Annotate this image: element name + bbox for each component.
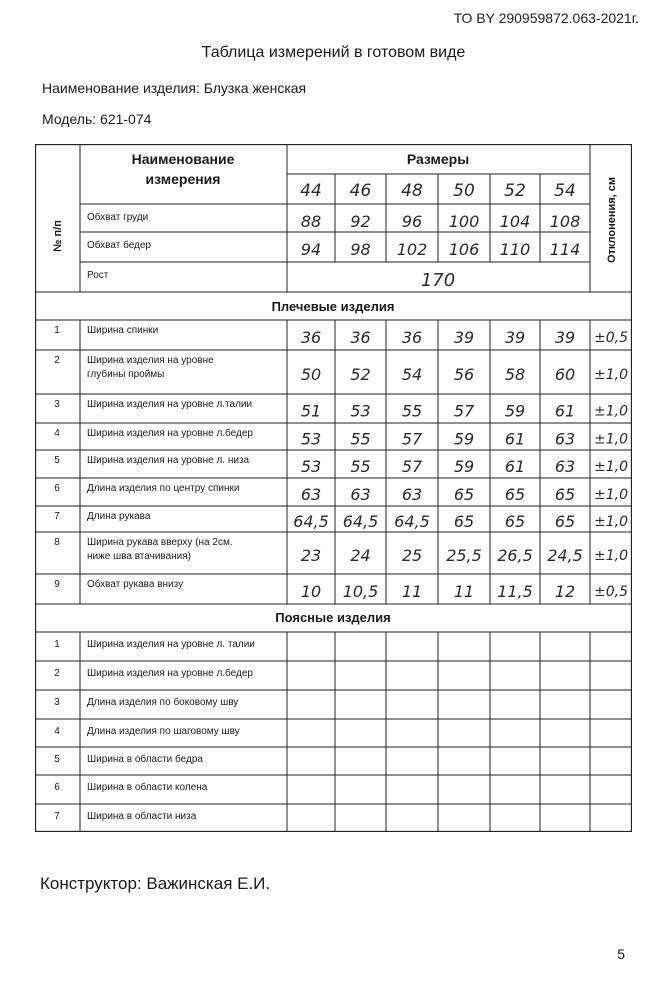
row-number: 4 [54,726,60,737]
row-number: 2 [54,355,60,366]
tolerance-value: ±1,0 [594,487,628,503]
handwritten-value: 55 [350,429,371,449]
handwritten-value: 98 [350,240,371,259]
handwritten-value: 25 [401,546,423,565]
handwritten-value: 26,5 [497,546,533,565]
body-measure-label: Обхват бедер [87,240,151,251]
row-number: 8 [54,537,60,548]
size-label: 54 [554,181,576,201]
handwritten-value: 53 [300,429,322,449]
handwritten-value: 63 [350,485,371,504]
handwritten-value: 63 [554,457,576,476]
column-header-tolerance: Отклонения, см [606,176,618,264]
handwritten-value: 53 [350,401,371,421]
designer-signature-line: Конструктор: Важинская Е.И. [40,874,271,893]
handwritten-value: 58 [504,365,526,384]
column-header-name: измерения [145,171,221,187]
row-number: 9 [54,579,60,590]
handwritten-value: 24 [350,546,371,565]
handwritten-value: 59 [453,457,475,476]
size-label: 52 [504,181,526,201]
row-number: 1 [54,325,60,336]
row-number: 4 [54,428,60,439]
measure-label: Длина изделия по шаговому шву [87,726,240,737]
row-number: 3 [54,697,60,708]
measure-label: Ширина изделия на уровне л.бедер [87,428,253,439]
handwritten-value: 61 [504,429,526,449]
handwritten-value: 51 [300,401,322,421]
handwritten-value: 96 [401,212,423,231]
handwritten-value: 55 [401,401,423,421]
measure-label: Ширина изделия на уровне л.талии [87,399,253,410]
handwritten-value: 12 [554,582,576,601]
handwritten-value: 39 [504,328,526,347]
handwritten-value: 57 [453,401,475,421]
measure-label: Ширина изделия на уровне [87,355,214,366]
measure-label: Длина изделия по центру спинки [87,483,240,494]
handwritten-value: 63 [401,485,423,504]
handwritten-value: 104 [499,212,531,231]
handwritten-value: 24,5 [547,546,583,565]
row-number: 6 [54,483,60,494]
row-number: 7 [54,811,60,822]
measure-label: ниже шва втачивания) [87,551,192,562]
measure-label: Ширина в области колена [87,782,208,793]
handwritten-value: 102 [396,240,428,259]
handwritten-value: 60 [554,365,576,384]
section-title-shoulder: Плечевые изделия [271,299,395,314]
measure-label: Длина изделия по боковому шву [87,697,239,708]
measure-label: Длина рукава [87,511,151,522]
section-title-waist: Поясные изделия [275,610,391,625]
measurements-table [35,144,632,832]
handwritten-value: 65 [504,485,526,504]
handwritten-value: 10,5 [342,582,379,601]
handwritten-value: 57 [401,429,423,449]
document-code: ТО BY 290959872.063-2021г. [453,10,639,26]
body-measure-label: Обхват груди [87,212,149,223]
handwritten-value: 52 [350,365,371,384]
measure-label: Ширина спинки [87,325,159,336]
handwritten-value: 65 [453,512,475,531]
tolerance-value: ±0,5 [594,330,628,346]
handwritten-value: 110 [499,240,531,259]
measure-label: Обхват рукава внизу [87,579,184,590]
tolerance-value: ±1,0 [594,548,628,564]
measure-label: глубины проймы [87,369,165,380]
measure-label: Ширина изделия на уровне л. талии [87,639,255,650]
row-number: 5 [54,754,60,765]
handwritten-value: 106 [448,240,480,259]
handwritten-value: 10 [300,582,322,601]
handwritten-value: 36 [401,328,423,347]
handwritten-value: 50 [300,365,322,384]
handwritten-value: 65 [554,512,576,531]
size-label: 44 [300,181,322,201]
size-label: 46 [349,181,372,201]
handwritten-value: 36 [300,328,322,347]
tolerance-value: ±1,0 [594,459,628,475]
handwritten-value: 64,5 [342,512,379,531]
row-number: 7 [54,511,60,522]
handwritten-value: 108 [549,212,581,231]
document-title: Таблица измерений в готовом виде [201,44,466,61]
measure-label: Ширина в области низа [87,811,197,822]
handwritten-value: 61 [554,401,576,421]
handwritten-value: 39 [554,328,576,347]
row-number: 6 [54,782,60,793]
handwritten-value: 11 [453,582,475,601]
tolerance-value: ±1,0 [594,514,628,530]
tolerance-value: ±1,0 [594,367,628,383]
handwritten-value: 94 [300,240,322,259]
measure-label: Ширина в области бедра [87,754,203,765]
page-number: 5 [617,946,625,962]
handwritten-value: 55 [350,457,371,476]
handwritten-value: 54 [401,365,423,384]
handwritten-value: 63 [300,485,322,504]
product-name: Наименование изделия: Блузка женская [42,80,307,96]
size-label: 50 [453,181,475,201]
handwritten-value: 11,5 [497,582,533,601]
handwritten-value: 92 [350,212,371,231]
handwritten-value: 59 [453,429,475,449]
handwritten-value: 65 [504,512,526,531]
handwritten-value: 88 [300,212,322,231]
handwritten-value: 36 [350,328,371,347]
column-header-name: Наименование [131,151,235,167]
handwritten-value: 59 [504,401,526,421]
body-measure-label: Рост [87,270,109,281]
handwritten-value: 39 [453,328,475,347]
column-header-sizes: Размеры [406,151,470,167]
measure-label: Ширина рукава вверху (на 2см. [87,537,233,548]
handwritten-value: 64,5 [293,512,329,531]
handwritten-value: 25,5 [446,546,482,565]
row-number: 3 [54,399,60,410]
handwritten-value: 63 [554,429,576,449]
handwritten-value: 56 [453,365,475,384]
row-number: 1 [54,639,60,650]
handwritten-value: 57 [401,457,423,476]
handwritten-value: 114 [549,240,581,259]
measure-label: Ширина изделия на уровне л. низа [87,455,250,466]
handwritten-value: 11 [401,582,423,601]
handwritten-value: 170 [420,270,456,291]
handwritten-value: 65 [453,485,475,504]
measure-label: Ширина изделия на уровне л.бедер [87,668,253,679]
model-number: Модель: 621-074 [42,111,152,127]
row-number: 2 [54,668,60,679]
handwritten-value: 64,5 [394,512,430,531]
tolerance-value: ±0,5 [594,584,628,600]
handwritten-value: 53 [300,457,322,476]
column-header-number: № п/п [52,220,64,252]
handwritten-value: 23 [300,546,322,565]
handwritten-value: 100 [448,212,480,231]
tolerance-value: ±1,0 [594,431,628,448]
handwritten-value: 65 [554,485,576,504]
row-number: 5 [54,455,60,466]
size-label: 48 [401,181,423,201]
handwritten-value: 61 [504,457,526,476]
tolerance-value: ±1,0 [594,403,628,420]
